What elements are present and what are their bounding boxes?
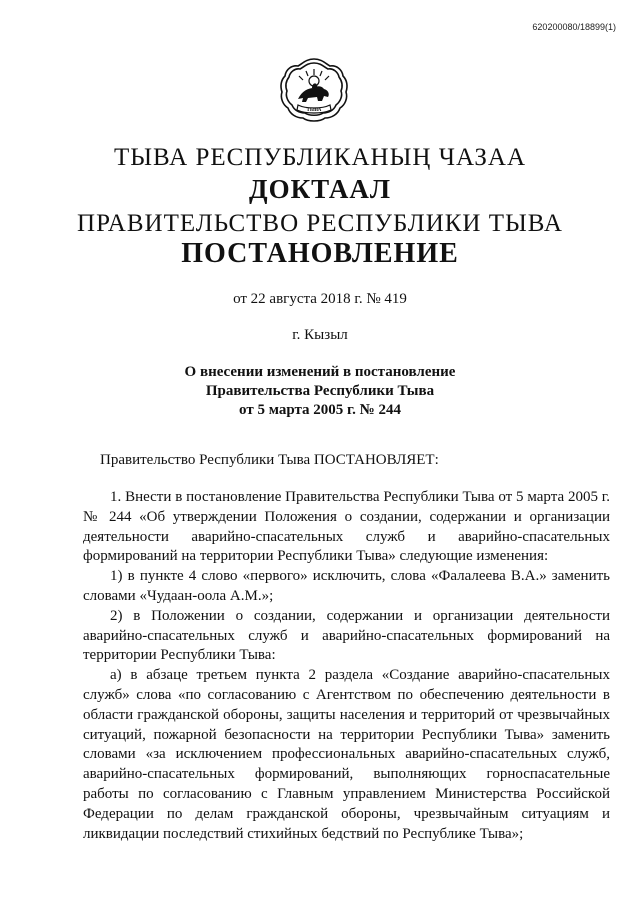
body-paragraph: а) в абзаце третьем пункта 2 раздела «Создание аварийно-спасательных служб» слова «по согласованию с Агентством по обеспечению деятельности в области гражданской обороны, защиты населения и территорий от чрезвычайных ситуаций, пожарной безопасности на территории Республики Тыва» заменить словами «за исключением профессиональных аварийно-спасательных служб, аварийно-спасательных формирований, выполняющих горноспасательные работы по согласованию с Главным управлением Министерства Российской Федерации по делам гражданской обороны, чрезвычайным ситуациям и ликвидации последствий стихийных бедствий по Республике Тыва»;: [83, 667, 610, 842]
tuvan-document-type: ДОКТААЛ: [249, 174, 391, 204]
title-line: Правительства Республики Тыва: [205, 383, 435, 399]
svg-text:ТЫВА: ТЫВА: [306, 108, 322, 113]
document-date-number: от 22 августа 2018 г. № 419: [233, 291, 407, 307]
body-paragraph: 1) в пункте 4 слово «первого» исключить, слова «Фалалеева В.А.» заменить словами «Чудаан-оола А.М.»;: [83, 568, 610, 604]
document-title: [0, 363, 640, 420]
title-line: О внесении изменений в постановление: [184, 364, 456, 380]
document-body: [83, 488, 610, 844]
russian-document-type: ПОСТАНОВЛЕНИЕ: [181, 238, 459, 269]
russian-government-heading: ПРАВИТЕЛЬСТВО РЕСПУБЛИКИ ТЫВА: [77, 210, 563, 237]
title-line: от 5 марта 2005 г. № 244: [239, 402, 401, 418]
resolution-intro: Правительство Республики Тыва ПОСТАНОВЛЯЕТ:: [100, 452, 439, 468]
document-code: 620200080/18899(1): [532, 22, 616, 32]
tuvan-government-heading: ТЫВА РЕСПУБЛИКАНЫҢ ЧАЗАА: [113, 144, 527, 171]
document-city: г. Кызыл: [292, 327, 348, 343]
body-paragraph: 2) в Положении о создании, содержании и организации деятельности аварийно-спасательных служб и аварийно-спасательных формирований на территории Республики Тыва:: [83, 607, 610, 664]
tuva-emblem-icon: [278, 55, 350, 125]
body-paragraph: 1. Внести в постановление Правительства Республики Тыва от 5 марта 2005 г. № 244 «Об утверждении Положения о создании, содержании и организации деятельности аварийно-спасательных служб и аварийно-спасательных формирований на территории Республики Тыва» следующие изменения:: [83, 489, 610, 565]
